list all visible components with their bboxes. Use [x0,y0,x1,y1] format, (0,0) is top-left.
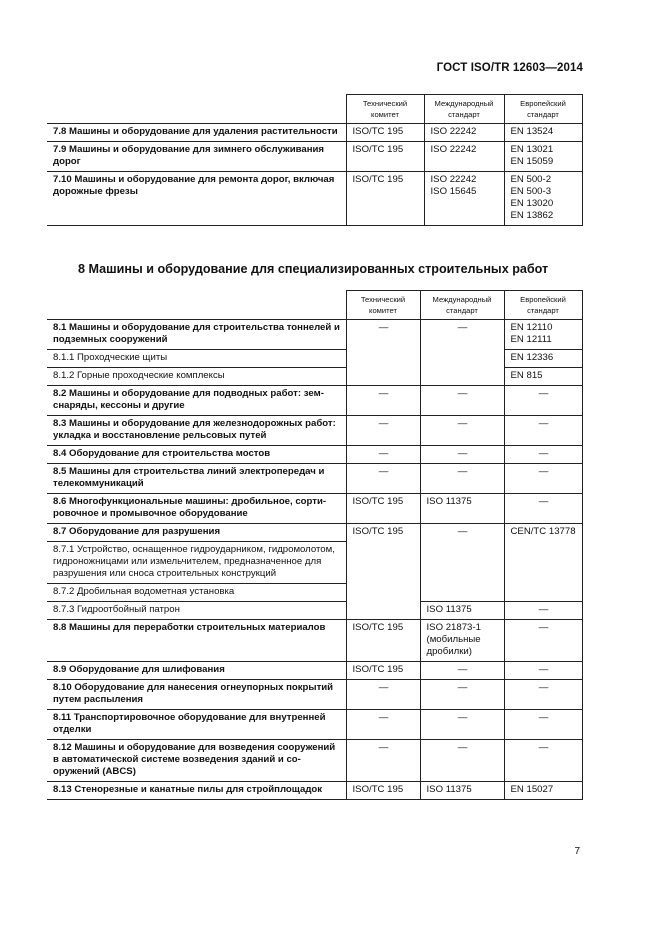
cell-line: ISO 22242 [430,144,477,155]
row-name: 7.10 Машины и оборудование для ремонта дорог, включая дорожные фрезы [47,172,346,226]
cell-committee: — [346,710,420,740]
cell-european: — [504,620,582,662]
cell-line: ISO 22242 [430,174,477,185]
cell-international [424,124,504,142]
column-header-committee: Технический комитет [346,291,420,320]
cell-line: EN 500-3 [510,186,552,197]
row-name: 8.12 Машины и оборудование для возведения сооружений в автоматической системе возведения зданий и сооружений (ABCS) [47,740,346,782]
row-name: 8.3 Машины и оборудование для железнодорожных работ: укладка и восстановление рельсовых путей [47,416,346,446]
cell-line: EN 12111 [510,334,552,345]
column-header-international: Международный стандарт [420,291,504,320]
cell-committee: ISO/TC 195 [346,172,424,226]
column-header-european: Европейский стандарт [504,95,582,124]
row-name: 8.1.2 Горные проходческие комплексы [47,368,346,386]
cell-line: дробилки) [426,646,472,657]
cell-committee: ISO/TC 195 [346,662,420,680]
cell-international: — [420,662,504,680]
table-row [47,124,582,142]
cell-european: — [504,740,582,782]
cell-european: CEN/TC 13778 [504,524,582,602]
row-name: 8.10 Оборудование для нанесения огнеупорных покрытий путем распыления [47,680,346,710]
cell-international [424,172,504,226]
table-row [47,386,582,416]
row-name: 8.1.1 Проходческие щиты [47,350,346,368]
row-name: 8.7.3 Гидроотбойный патрон [47,602,346,620]
cell-european: — [504,662,582,680]
table-row [47,464,582,494]
row-name: 8.9 Оборудование для шлифования [47,662,346,680]
row-name: 8.8 Машины для переработки строительных материалов [47,620,346,662]
cell-committee: ISO/TC 195 [346,620,420,662]
cell-international [424,142,504,172]
cell-line: EN 12110 [510,322,553,333]
cell-european [504,124,582,142]
cell-international: — [420,446,504,464]
row-name: 8.7.2 Дробильная водометная установка [47,584,346,602]
cell-european: — [504,386,582,416]
row-name: 8.7.1 Устройство, оснащенное гидроударником, гидромолотом, гидроножницами или измельчителем, предназначенное для разрушения или сноса строительных конструкций [47,542,346,584]
cell-european [504,172,582,226]
cell-international: — [420,416,504,446]
table-row [47,740,582,782]
cell-line: (мобильные [426,634,481,645]
row-name: 8.11 Транспортировочное оборудование для внутренней отделки [47,710,346,740]
cell-international: — [420,710,504,740]
row-name: 8.7 Оборудование для разрушения [47,524,346,542]
standards-table-8 [47,290,583,800]
cell-international: — [420,464,504,494]
row-name: 8.4 Оборудование для строительства мостов [47,446,346,464]
cell-international: — [420,680,504,710]
standards-table-7 [47,94,583,226]
cell-european: — [504,464,582,494]
table-header-row [47,95,582,124]
cell-committee: — [346,740,420,782]
cell-committee: — [346,416,420,446]
cell-european: — [504,416,582,446]
cell-committee: — [346,680,420,710]
row-name: 8.2 Машины и оборудование для подводных работ: земснаряды, кессоны и другие [47,386,346,416]
table-row [47,620,582,662]
cell-european: EN 815 [504,368,582,386]
cell-line: EN 13862 [510,210,554,221]
row-name: 8.13 Стенорезные и канатные пилы для стройплощадок [47,782,346,800]
row-name: 8.1 Машины и оборудование для строительства тоннелей и подземных сооружений [47,320,346,350]
cell-european [504,142,582,172]
cell-line: EN 13021 [510,144,554,155]
table-row [47,662,582,680]
cell-international: ISO 11375 [420,602,504,620]
cell-line: ISO 21873-1 [426,622,481,633]
cell-committee: — [346,446,420,464]
cell-international: — [420,320,504,386]
cell-committee: ISO/TC 195 [346,142,424,172]
cell-line: EN 500-2 [510,174,552,185]
document-code: ГОСТ ISO/TR 12603—2014 [436,62,583,74]
section-title: 8 Машины и оборудование для специализированных строительных работ [78,262,549,276]
cell-line: ISO 22242 [430,126,477,137]
cell-line: ISO 15645 [430,186,477,197]
cell-committee: — [346,386,420,416]
cell-european: EN 15027 [504,782,582,800]
cell-international: ISO 11375 [420,494,504,524]
cell-line: EN 13524 [510,126,554,137]
cell-european: — [504,710,582,740]
table-row [47,142,582,172]
row-name: 8.6 Многофункциональные машины: дробильное, сортировочное и промывочное оборудование [47,494,346,524]
cell-international: — [420,740,504,782]
table-header-row [47,291,582,320]
table-row [47,494,582,524]
cell-committee: ISO/TC 195 [346,524,420,620]
table-row [47,320,582,350]
cell-line: EN 13020 [510,198,554,209]
cell-european: — [504,680,582,710]
table-row [47,446,582,464]
cell-european: — [504,602,582,620]
cell-international: ISO 11375 [420,782,504,800]
column-header-international: Международный стандарт [424,95,504,124]
cell-committee: ISO/TC 195 [346,782,420,800]
table-row [47,524,582,542]
cell-european [504,320,582,350]
table-row [47,680,582,710]
cell-european: — [504,494,582,524]
column-header-committee: Технический комитет [346,95,424,124]
cell-committee: — [346,320,420,386]
cell-european: EN 12336 [504,350,582,368]
table-row [47,710,582,740]
row-name: 7.9 Машины и оборудование для зимнего обслуживания дорог [47,142,346,172]
cell-european: — [504,446,582,464]
cell-committee: ISO/TC 195 [346,124,424,142]
table-row [47,602,582,620]
table-row [47,172,582,226]
row-name: 7.8 Машины и оборудование для удаления растительности [47,124,346,142]
table-row [47,416,582,446]
cell-international: — [420,524,504,602]
page-number: 7 [574,846,580,857]
cell-line: EN 15059 [510,156,554,167]
table-row [47,782,582,800]
header-blank-cell [47,95,346,124]
cell-committee: ISO/TC 195 [346,494,420,524]
cell-committee: — [346,464,420,494]
row-name: 8.5 Машины для строительства линий электропередач и телекоммуникаций [47,464,346,494]
cell-international: — [420,386,504,416]
column-header-european: Европейский стандарт [504,291,582,320]
header-blank-cell [47,291,346,320]
cell-international [420,620,504,662]
